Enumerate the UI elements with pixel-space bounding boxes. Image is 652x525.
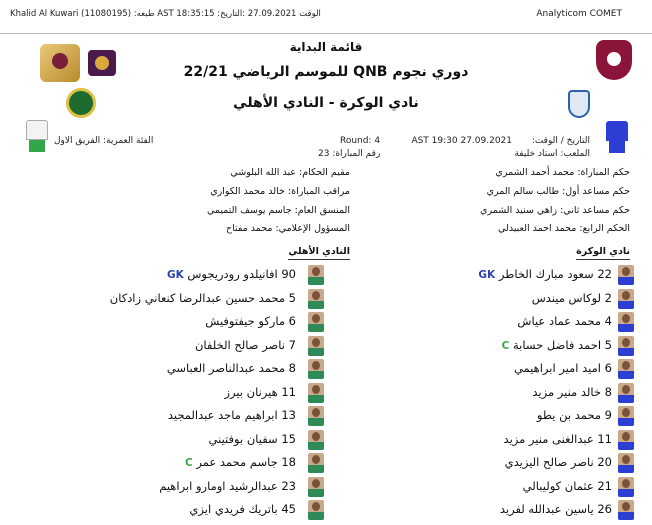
- brand-name: Analyticom COMET: [536, 9, 622, 19]
- away-kit-shorts-icon: [29, 140, 45, 152]
- fourth-official: الحكم الرابع: محمد احمد العبيدلي: [498, 223, 630, 234]
- home-player-row: [326, 429, 636, 451]
- al-wakrah-logo: [568, 90, 590, 118]
- player-entry: [523, 479, 612, 493]
- player-photo: [618, 383, 634, 403]
- player-photo: [308, 265, 324, 285]
- player-name: محمد عماد عياش: [517, 314, 602, 328]
- player-photo: [308, 406, 324, 426]
- shirt-number: 8: [288, 361, 296, 375]
- player-name: ياسين عبدالله لفريد: [499, 502, 594, 516]
- league-title: دوري نجوم QNB للموسم الرياضي 22/21: [183, 64, 469, 80]
- player-photo: [618, 289, 634, 309]
- media-officer: المسؤول الإعلامي: محمد مفتاح: [225, 223, 350, 234]
- shirt-number: 23: [281, 478, 296, 493]
- player-entry: [502, 338, 612, 352]
- away-kit-shirt-icon: [26, 120, 48, 140]
- shirt-number: 11: [281, 384, 296, 399]
- shirt-number: 90: [281, 267, 296, 281]
- date-value: AST 19:30 27.09.2021: [411, 136, 512, 146]
- shirt-number: 9: [604, 408, 612, 422]
- player-photo: [308, 430, 324, 450]
- qnb-logo: [88, 50, 116, 76]
- away-player-row: [40, 476, 330, 498]
- player-entry: [167, 361, 296, 375]
- away-team-heading: النادي الأهلي: [288, 246, 350, 260]
- general-coordinator: المنسق العام: جاسم يوسف التميمي: [206, 205, 350, 216]
- home-player-row: [326, 499, 636, 521]
- player-photo: [618, 359, 634, 379]
- round: Round: 4: [340, 136, 381, 146]
- player-photo: [618, 477, 634, 497]
- shirt-number: 21: [597, 478, 612, 493]
- player-entry: [189, 502, 296, 516]
- away-player-row: [40, 429, 330, 451]
- home-player-row: [326, 452, 636, 474]
- shirt-number: 6: [604, 361, 612, 375]
- home-player-row: [326, 382, 636, 404]
- player-name: سفيان بوفتيني: [208, 431, 278, 446]
- shirt-number: 7: [288, 337, 296, 352]
- home-player-row: [326, 311, 636, 333]
- player-entry: [159, 479, 296, 493]
- player-photo: [308, 477, 324, 497]
- player-name: ابراهيم ماجد عبدالمجيد: [167, 408, 278, 422]
- shirt-number: 6: [288, 314, 296, 328]
- away-player-row: [40, 264, 330, 286]
- away-player-row: [40, 452, 330, 474]
- player-photo: [618, 312, 634, 332]
- print-info: Khalid Al Kuwari (11080195) :طبعه AST 18:35:15 :الوقت 27.09.2021 :التاريخ: [10, 9, 321, 19]
- home-player-row: [326, 335, 636, 357]
- player-photo: [308, 336, 324, 356]
- date-label: التاريخ / الوقت:: [531, 136, 590, 146]
- player-entry: [505, 455, 612, 469]
- player-name: خالد منير مزيد: [532, 384, 602, 399]
- player-name: عثمان كوليبالي: [522, 478, 594, 493]
- home-player-row: [326, 476, 636, 498]
- player-entry: [224, 385, 296, 399]
- match-title: نادي الوكرة - النادي الأهلي: [233, 95, 419, 111]
- away-player-row: [40, 288, 330, 310]
- player-entry: [185, 455, 296, 469]
- player-name: عبدالغنى منير مزيد: [503, 431, 594, 446]
- player-entry: [167, 267, 296, 281]
- home-player-row: [326, 288, 636, 310]
- shirt-number: 45: [281, 502, 296, 516]
- player-entry: [500, 502, 612, 516]
- shirt-number: 5: [604, 337, 612, 352]
- match-number: رقم المباراة: 23: [318, 149, 381, 159]
- player-entry: [195, 338, 296, 352]
- shirt-number: 15: [281, 431, 296, 446]
- shirt-number: 2: [604, 290, 612, 305]
- player-name: محمد عبدالناصر العباسي: [166, 361, 286, 375]
- player-photo: [618, 500, 634, 520]
- away-player-row: [40, 499, 330, 521]
- away-player-row: [40, 358, 330, 380]
- player-photo: [308, 312, 324, 332]
- shirt-number: 8: [604, 384, 612, 399]
- shirt-number: 18: [281, 455, 296, 469]
- shirt-number: 5: [288, 290, 296, 305]
- player-entry: [537, 408, 612, 422]
- player-name: احمد فاضل حسابة: [513, 337, 602, 352]
- qfa-logo: [596, 40, 632, 80]
- age-group: الفئة العمرية: الفريق الاول: [54, 136, 154, 146]
- player-photo: [618, 453, 634, 473]
- away-player-row: [40, 311, 330, 333]
- shirt-number: 13: [281, 408, 296, 422]
- al-ahli-logo: [66, 88, 96, 118]
- player-photo: [308, 500, 324, 520]
- document-title: قائمة البداية: [289, 40, 363, 54]
- player-photo: [308, 359, 324, 379]
- player-name: ناصر صالح الخلفان: [194, 337, 286, 352]
- print-header-bar: [0, 0, 652, 34]
- home-player-row: [326, 405, 636, 427]
- player-entry: [209, 432, 296, 446]
- player-photo: [618, 430, 634, 450]
- assistant-referee-1: حكم مساعد أول: طالب سالم المري: [486, 186, 630, 197]
- home-player-row: [326, 264, 636, 286]
- player-name: محمد حسين عبدالرضا كنعاني زادكان: [109, 290, 286, 305]
- player-name: ماركو جيفتوفيش: [205, 314, 286, 328]
- away-player-row: [40, 405, 330, 427]
- goalkeeper-badge: GK: [166, 269, 184, 281]
- home-kit-shirt-icon: [606, 121, 628, 141]
- shirt-number: 20: [597, 455, 612, 469]
- venue: الملعب: استاد خليفة: [514, 149, 590, 159]
- player-entry: [517, 314, 612, 328]
- away-player-row: [40, 382, 330, 404]
- home-player-row: [326, 358, 636, 380]
- referee-assessor: مقيم الحكام: عبد الله البلوشي: [230, 167, 350, 178]
- player-name: سعود مبارك الخاطر: [498, 267, 594, 281]
- player-photo: [308, 453, 324, 473]
- match-commissioner: مراقب المباراة: خالد محمد الكواري: [210, 186, 350, 197]
- shirt-number: 4: [604, 314, 612, 328]
- player-name: اميد امير ابراهيمي: [513, 361, 602, 375]
- player-entry: [478, 267, 612, 281]
- player-entry: [110, 291, 296, 305]
- player-name: ناصر صالح اليزيدي: [504, 455, 594, 469]
- player-entry: [205, 314, 296, 328]
- shirt-number: 26: [597, 502, 612, 516]
- player-name: عبدالرشيد اومارو ابراهيم: [159, 478, 278, 493]
- away-player-row: [40, 335, 330, 357]
- captain-badge: C: [501, 339, 510, 352]
- player-entry: [504, 432, 612, 446]
- player-photo: [618, 265, 634, 285]
- qsl-logo: [40, 44, 80, 82]
- goalkeeper-badge: GK: [478, 269, 496, 281]
- player-name: محمد بن يطو: [536, 408, 602, 422]
- player-photo: [308, 383, 324, 403]
- player-photo: [308, 289, 324, 309]
- player-name: افانيلدو رودريجوس: [187, 267, 278, 281]
- player-photo: [618, 406, 634, 426]
- player-name: باتريك فريدي ايزي: [189, 502, 278, 516]
- player-entry: [168, 408, 296, 422]
- player-name: لوكاس ميندس: [531, 290, 602, 305]
- referee: حكم المباراة: محمد أحمد الشمري: [495, 167, 630, 178]
- assistant-referee-2: حكم مساعد ثاني: زاهي سنيد الشمري: [480, 205, 630, 216]
- shirt-number: 11: [597, 431, 612, 446]
- player-entry: [532, 291, 612, 305]
- captain-badge: C: [184, 457, 193, 469]
- home-team-heading: نادي الوكرة: [576, 246, 630, 260]
- player-photo: [618, 336, 634, 356]
- player-name: هيرنان بيرز: [224, 384, 278, 399]
- player-name: جاسم محمد عمر: [196, 455, 278, 469]
- shirt-number: 22: [597, 267, 612, 281]
- player-entry: [532, 385, 612, 399]
- home-kit-shorts-icon: [609, 141, 625, 153]
- player-entry: [514, 361, 612, 375]
